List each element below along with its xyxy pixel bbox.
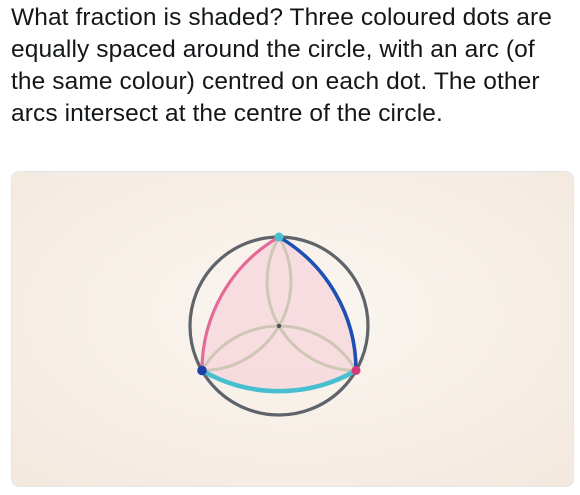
- tweet-text: What fraction is shaded? Three coloured dots are equally spaced around the circle, with an arc (of the same colour) centred on each dot. The other arcs intersect at the centre of the circle.: [11, 4, 552, 127]
- teal-dot: [275, 233, 284, 242]
- center-dot: [277, 324, 281, 328]
- geometry-figure: [12, 172, 573, 486]
- blue-dot: [197, 366, 207, 376]
- tweet-image[interactable]: [11, 171, 574, 487]
- magenta-dot: [352, 366, 361, 375]
